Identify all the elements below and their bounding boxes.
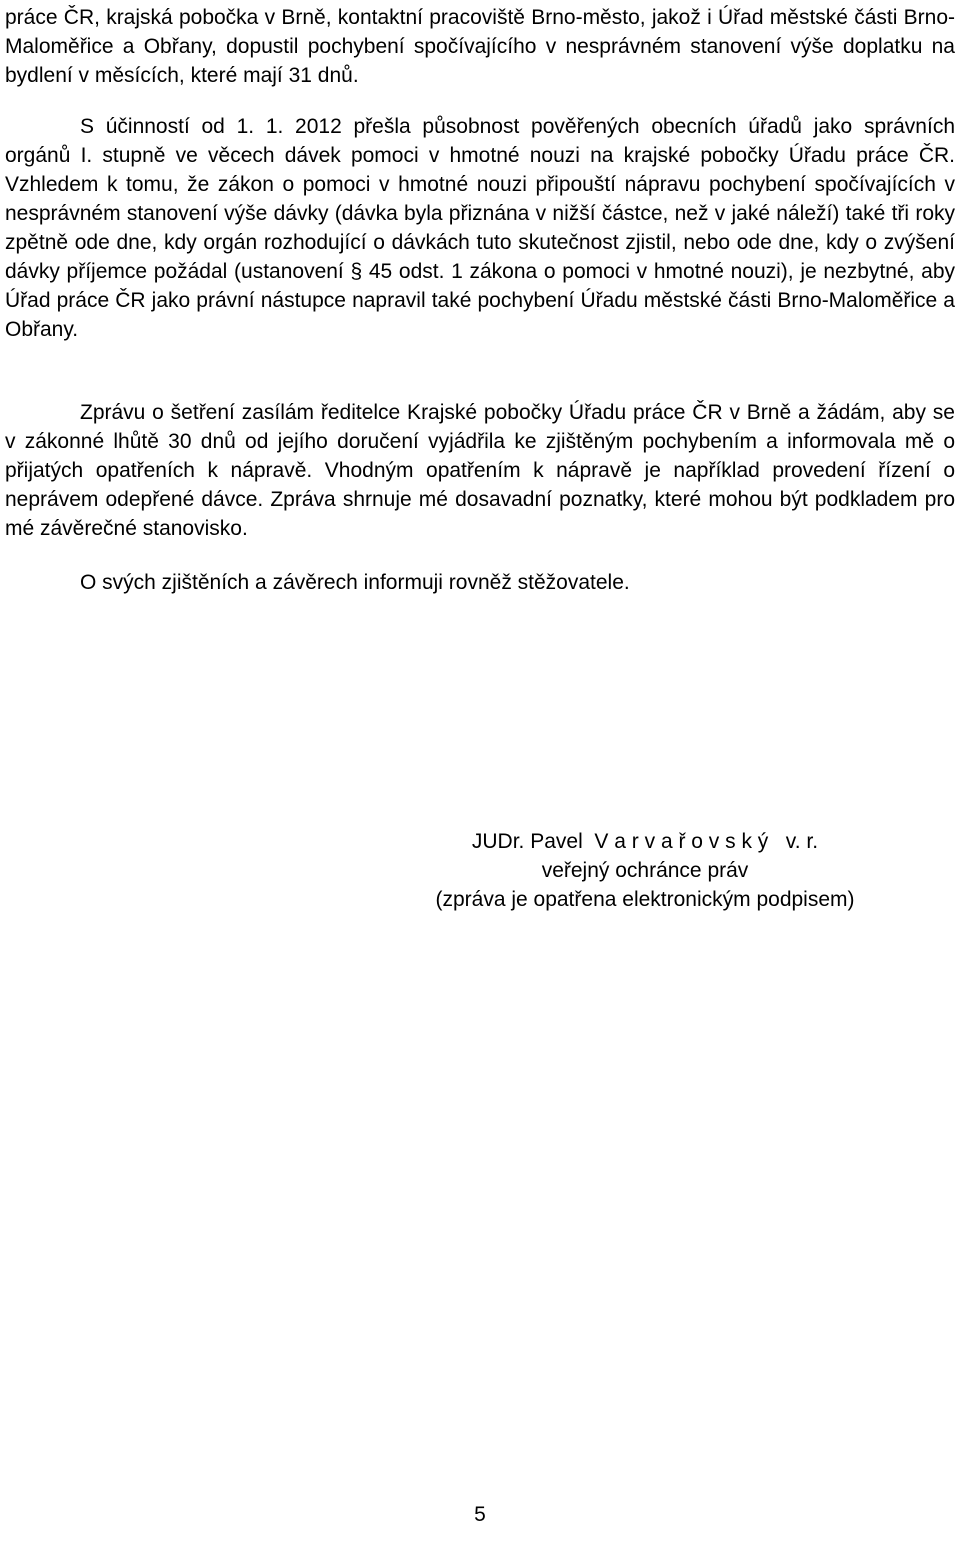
signature-title: veřejný ochránce práv [541,859,749,882]
signature-name: JUDr. Pavel V a r v a ř o v s k ý v. r. [471,830,819,853]
paragraph-complainant: O svých zjištěních a závěrech informuji rovněž stěžovatele. [80,571,630,594]
signature-note: (zpráva je opatřena elektronickým podpisem) [435,888,855,911]
paragraph-competence: S účinností od 1. 1. 2012 přešla působnost pověřených obecních úřadů jako správních orgánů I. stupně ve věcech dávek pomoci v hmotné nouzi na krajské pobočky Úřadu práce ČR. Vzhledem k tomu, že zákon o pomoci v hmotné nouzi připouští nápravu pochybení spočívajících v nesprávném stanovení výše dávky (dávka byla přiznána v nižší částce, než v jaké náleží) také tři roky zpětně ode dne, kdy orgán rozhodující o dávkách tuto skutečnost zjistil, nebo ode dne, kdy o zvýšení dávky příjemce požádal (ustanovení § 45 odst. 1 zákona o pomoci v hmotné nouzi), je nezbytné, aby Úřad práce ČR jako právní nástupce napravil také pochybení Úřadu městské části Brno-Maloměřice a Obřany. [5,115,955,341]
page-number: 5 [474,1503,486,1526]
signature-block [380,827,910,914]
paragraph-continuation: práce ČR, krajská pobočka v Brně, kontaktní pracoviště Brno-město, jakož i Úřad městské části Brno-Maloměřice a Obřany, dopustil pochybení spočívajícího v nesprávném stanovení výše doplatku na bydlení v měsících, které mají 31 dnů. [5,6,955,87]
paragraph-report: Zprávu o šetření zasílám ředitelce Krajské pobočky Úřadu práce ČR v Brně a žádám, aby se v zákonné lhůtě 30 dnů od jejího doručení vyjádřila ke zjištěným pochybením a informovala mě o přijatých opatřeních k nápravě. Vhodným opatřením k nápravě je například provedení řízení o neprávem odepřené dávce. Zpráva shrnuje mé dosavadní poznatky, které mohou být podkladem pro mé závěrečné stanovisko. [5,401,955,540]
